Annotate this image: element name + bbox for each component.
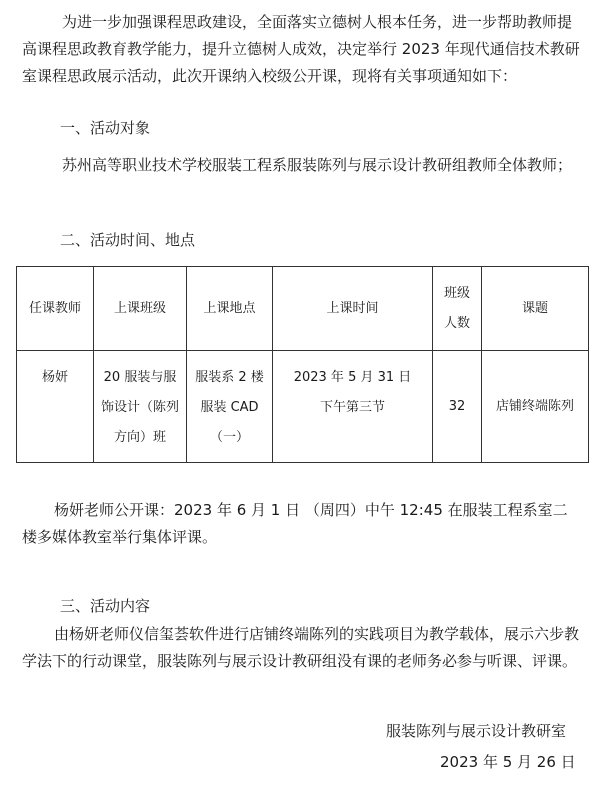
header-count: 班级人数 bbox=[433, 267, 482, 351]
table-row bbox=[17, 351, 589, 463]
evaluation-paragraph bbox=[22, 497, 582, 551]
section3-paragraph bbox=[22, 621, 582, 675]
intro-paragraph bbox=[22, 9, 582, 90]
header-topic: 课题 bbox=[482, 267, 589, 351]
signature-date: 2023 年 5 月 26 日 bbox=[440, 753, 576, 771]
table-header-row bbox=[17, 267, 589, 351]
header-class: 上课班级 bbox=[94, 267, 187, 351]
section1-text: 苏州高等职业技术学校服装工程系服装陈列与展示设计教研组教师全体教师； bbox=[62, 156, 573, 174]
cell-time-date: 2023 年 5 月 31 日 bbox=[293, 370, 412, 385]
cell-time bbox=[273, 351, 433, 463]
signature-org: 服装陈列与展示设计教研室 bbox=[386, 722, 567, 740]
section3-heading: 三、活动内容 bbox=[60, 597, 151, 615]
section3-text: 由杨妍老师仪信玺荟软件进行店铺终端陈列的实践项目为教学载体，展示六步教学法下的行动课堂，服装陈列与展示设计教研组没有课的老师务必参与听课、评课。 bbox=[22, 625, 580, 670]
cell-time-period: 下午第三节 bbox=[319, 400, 385, 415]
header-location: 上课地点 bbox=[187, 267, 273, 351]
section1-heading: 一、活动对象 bbox=[60, 119, 151, 137]
intro-text: 为进一步加强课程思政建设，全面落实立德树人根本任务，进一步帮助教师提高课程思政教育教学能力，提升立德树人成效，决定举行 2023 年现代通信技术教研室课程思政展示活动，此次开课纳入校级公开课，现将有关事项通知如下： bbox=[22, 13, 580, 85]
header-time: 上课时间 bbox=[273, 267, 433, 351]
section1-paragraph bbox=[22, 152, 582, 179]
cell-count: 32 bbox=[433, 351, 482, 463]
evaluation-text: 杨妍老师公开课：2023 年 6 月 1 日 （周四）中午 12:45 在服装工程系室二楼多媒体教室举行集体评课。 bbox=[22, 501, 568, 546]
schedule-table bbox=[16, 266, 589, 463]
cell-teacher: 杨妍 bbox=[17, 351, 94, 463]
cell-location: 服装系 2 楼服装 CAD（一） bbox=[187, 351, 273, 463]
cell-class: 20 服装与服饰设计（陈列方向）班 bbox=[94, 351, 187, 463]
header-teacher: 任课教师 bbox=[17, 267, 94, 351]
section2-heading: 二、活动时间、地点 bbox=[60, 231, 196, 249]
cell-topic: 店铺终端陈列 bbox=[482, 351, 589, 463]
